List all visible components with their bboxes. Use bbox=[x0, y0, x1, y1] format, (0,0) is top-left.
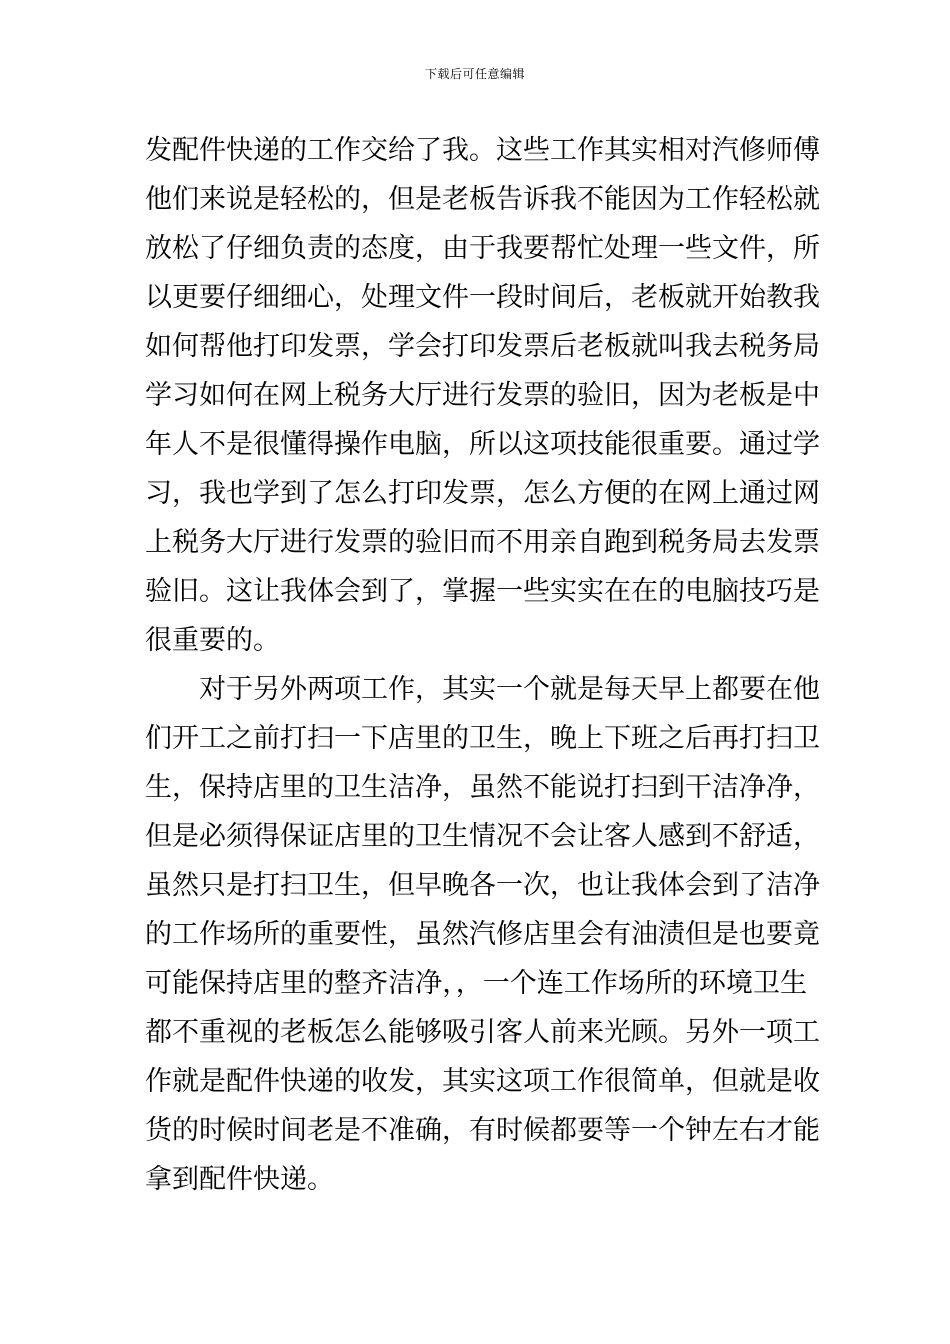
paragraph-1-line-7: 年人不是很懂得操作电脑，所以这项技能很重要。通过学 bbox=[145, 429, 820, 460]
paragraph-2-line-1: 对于另外两项工作，其实一个就是每天早上都要在他 bbox=[199, 674, 820, 705]
paragraph-2-line-7: 可能保持店里的整齐洁净，，一个连工作场所的环境卫生 bbox=[145, 968, 807, 999]
paragraph-1-line-9: 上税务大厅进行发票的验旧而不用亲自跑到税务局去发票 bbox=[145, 527, 820, 558]
paragraph-1-line-4: 以更要仔细细心，处理文件一段时间后，老板就开始教我 bbox=[145, 282, 820, 313]
paragraph-2-line-8: 都不重视的老板怎么能够吸引客人前来光顾。另外一项工 bbox=[145, 1017, 820, 1048]
paragraph-1-line-1: 发配件快递的工作交给了我。这些工作其实相对汽修师傅 bbox=[145, 135, 820, 166]
paragraph-1-line-6: 学习如何在网上税务大厅进行发票的验旧，因为老板是中 bbox=[145, 380, 820, 411]
paragraph-2-line-6: 的工作场所的重要性，虽然汽修店里会有油渍但是也要竟 bbox=[145, 919, 820, 950]
paragraph-1-line-2: 他们来说是轻松的，但是老板告诉我不能因为工作轻松就 bbox=[145, 184, 820, 215]
paragraph-2-line-9: 作就是配件快递的收发，其实这项工作很简单，但就是收 bbox=[145, 1066, 820, 1097]
paragraph-2-line-11: 拿到配件快递。 bbox=[145, 1164, 334, 1195]
document-body bbox=[145, 126, 820, 1204]
paragraph-1-line-3: 放松了仔细负责的态度，由于我要帮忙处理一些文件，所 bbox=[145, 233, 820, 264]
paragraph-2-line-3: 生，保持店里的卫生洁净，虽然不能说打扫到干洁净净， bbox=[145, 772, 820, 803]
page-header: 下载后可任意编辑 bbox=[424, 67, 525, 81]
paragraph-2-line-4: 但是必须得保证店里的卫生情况不会让客人感到不舒适， bbox=[145, 821, 820, 852]
paragraph-2-line-5: 虽然只是打扫卫生，但早晚各一次，也让我体会到了洁净 bbox=[145, 870, 820, 901]
paragraph-1-line-11: 很重要的。 bbox=[145, 625, 280, 656]
paragraph-2-line-10: 货的时候时间老是不准确，有时候都要等一个钟左右才能 bbox=[145, 1115, 820, 1146]
paragraph-1-line-10: 验旧。这让我体会到了，掌握一些实实在在的电脑技巧是 bbox=[145, 576, 820, 607]
paragraph-1-line-8: 习，我也学到了怎么打印发票，怎么方便的在网上通过网 bbox=[145, 478, 820, 509]
paragraph-2-line-2: 们开工之前打扫一下店里的卫生，晚上下班之后再打扫卫 bbox=[145, 723, 820, 754]
paragraph-1-line-5: 如何帮他打印发票，学会打印发票后老板就叫我去税务局 bbox=[145, 331, 820, 362]
